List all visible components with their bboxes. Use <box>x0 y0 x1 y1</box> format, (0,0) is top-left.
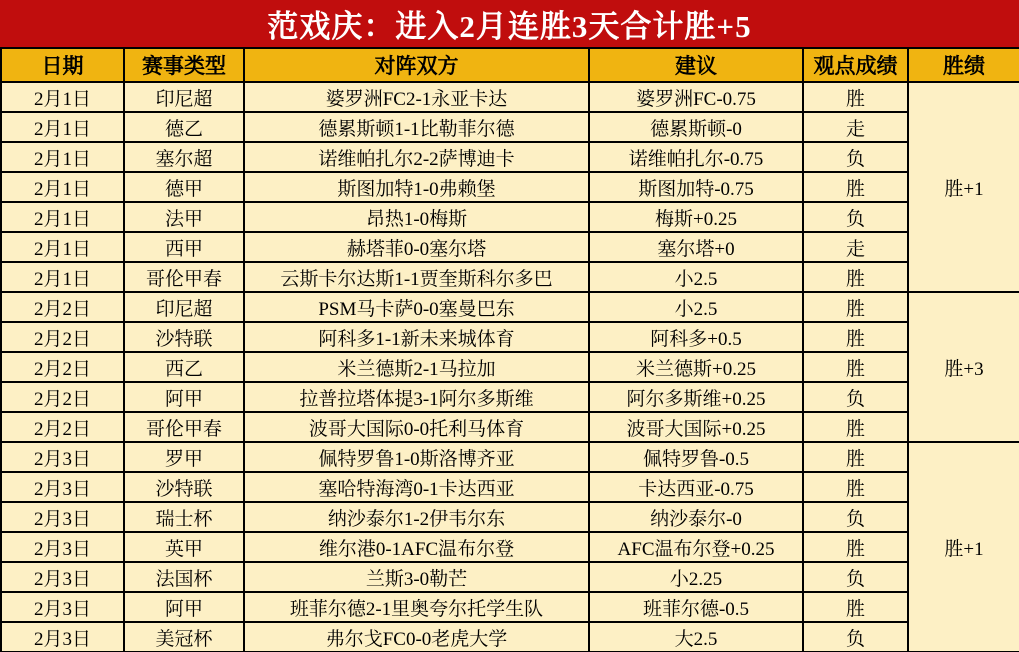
match-cell: 斯图加特1-0弗赖堡 <box>244 172 589 202</box>
record-table <box>0 47 1019 652</box>
tip-cell: 阿科多+0.5 <box>589 322 803 352</box>
table-body <box>1 82 1019 652</box>
header-row <box>1 48 1019 82</box>
league-cell: 德乙 <box>124 112 244 142</box>
table-row <box>1 622 1019 652</box>
result-cell: 胜 <box>803 442 908 472</box>
tip-cell: 小2.25 <box>589 562 803 592</box>
result-cell: 走 <box>803 232 908 262</box>
tip-cell: 德累斯顿-0 <box>589 112 803 142</box>
tip-cell: 小2.5 <box>589 262 803 292</box>
table-row <box>1 442 1019 472</box>
date-cell: 2月3日 <box>1 532 124 562</box>
tip-cell: 小2.5 <box>589 292 803 322</box>
match-cell: 昂热1-0梅斯 <box>244 202 589 232</box>
result-cell: 负 <box>803 142 908 172</box>
result-cell: 胜 <box>803 532 908 562</box>
table-row <box>1 292 1019 322</box>
result-cell: 负 <box>803 202 908 232</box>
league-cell: 德甲 <box>124 172 244 202</box>
page-title: 范戏庆：进入2月连胜3天合计胜+5 <box>0 0 1019 47</box>
table-row <box>1 112 1019 142</box>
match-cell: 德累斯顿1-1比勒菲尔德 <box>244 112 589 142</box>
result-cell: 胜 <box>803 292 908 322</box>
column-header-match: 对阵双方 <box>244 48 589 82</box>
table-row <box>1 202 1019 232</box>
match-cell: 维尔港0-1AFC温布尔登 <box>244 532 589 562</box>
tip-cell: AFC温布尔登+0.25 <box>589 532 803 562</box>
tip-cell: 阿尔多斯维+0.25 <box>589 382 803 412</box>
table-row <box>1 532 1019 562</box>
result-cell: 胜 <box>803 322 908 352</box>
date-cell: 2月3日 <box>1 622 124 652</box>
match-cell: 波哥大国际0-0托利马体育 <box>244 412 589 442</box>
league-cell: 印尼超 <box>124 292 244 322</box>
match-cell: 阿科多1-1新未来城体育 <box>244 322 589 352</box>
league-cell: 哥伦甲春 <box>124 412 244 442</box>
league-cell: 哥伦甲春 <box>124 262 244 292</box>
date-cell: 2月3日 <box>1 592 124 622</box>
match-cell: 赫塔菲0-0塞尔塔 <box>244 232 589 262</box>
tip-cell: 波哥大国际+0.25 <box>589 412 803 442</box>
league-cell: 西乙 <box>124 352 244 382</box>
result-cell: 负 <box>803 622 908 652</box>
date-cell: 2月2日 <box>1 412 124 442</box>
table-row <box>1 322 1019 352</box>
result-cell: 负 <box>803 502 908 532</box>
table-row <box>1 592 1019 622</box>
league-cell: 瑞士杯 <box>124 502 244 532</box>
match-cell: 兰斯3-0勒芒 <box>244 562 589 592</box>
tip-cell: 塞尔塔+0 <box>589 232 803 262</box>
match-cell: 班菲尔德2-1里奥夸尔托学生队 <box>244 592 589 622</box>
match-cell: 婆罗洲FC2-1永亚卡达 <box>244 82 589 112</box>
date-cell: 2月1日 <box>1 202 124 232</box>
match-cell: 纳沙泰尔1-2伊韦尔东 <box>244 502 589 532</box>
league-cell: 罗甲 <box>124 442 244 472</box>
result-cell: 胜 <box>803 172 908 202</box>
table-row <box>1 382 1019 412</box>
date-cell: 2月3日 <box>1 472 124 502</box>
league-cell: 阿甲 <box>124 592 244 622</box>
date-cell: 2月1日 <box>1 262 124 292</box>
tip-cell: 斯图加特-0.75 <box>589 172 803 202</box>
table-row <box>1 232 1019 262</box>
league-cell: 英甲 <box>124 532 244 562</box>
tip-cell: 婆罗洲FC-0.75 <box>589 82 803 112</box>
tip-cell: 纳沙泰尔-0 <box>589 502 803 532</box>
match-cell: 佩特罗鲁1-0斯洛博齐亚 <box>244 442 589 472</box>
match-cell: 诺维帕扎尔2-2萨博迪卡 <box>244 142 589 172</box>
table-row <box>1 82 1019 112</box>
table-row <box>1 412 1019 442</box>
result-cell: 胜 <box>803 82 908 112</box>
match-cell: 云斯卡尔达斯1-1贾奎斯科尔多巴 <box>244 262 589 292</box>
result-cell: 胜 <box>803 592 908 622</box>
league-cell: 法甲 <box>124 202 244 232</box>
date-cell: 2月3日 <box>1 502 124 532</box>
record-cell: 胜+3 <box>908 292 1019 442</box>
result-cell: 负 <box>803 562 908 592</box>
result-cell: 胜 <box>803 352 908 382</box>
column-header-date: 日期 <box>1 48 124 82</box>
result-cell: 胜 <box>803 412 908 442</box>
tip-cell: 班菲尔德-0.5 <box>589 592 803 622</box>
tip-cell: 诺维帕扎尔-0.75 <box>589 142 803 172</box>
match-cell: 拉普拉塔体提3-1阿尔多斯维 <box>244 382 589 412</box>
record-cell: 胜+1 <box>908 82 1019 292</box>
date-cell: 2月2日 <box>1 292 124 322</box>
table-row <box>1 262 1019 292</box>
column-header-record: 胜绩 <box>908 48 1019 82</box>
match-cell: 塞哈特海湾0-1卡达西亚 <box>244 472 589 502</box>
column-header-result: 观点成绩 <box>803 48 908 82</box>
date-cell: 2月1日 <box>1 232 124 262</box>
date-cell: 2月1日 <box>1 142 124 172</box>
table-row <box>1 352 1019 382</box>
league-cell: 印尼超 <box>124 82 244 112</box>
date-cell: 2月1日 <box>1 172 124 202</box>
date-cell: 2月1日 <box>1 112 124 142</box>
column-header-league: 赛事类型 <box>124 48 244 82</box>
table-row <box>1 562 1019 592</box>
table-row <box>1 142 1019 172</box>
tip-cell: 梅斯+0.25 <box>589 202 803 232</box>
table-row <box>1 172 1019 202</box>
result-cell: 胜 <box>803 472 908 502</box>
table-row <box>1 472 1019 502</box>
league-cell: 沙特联 <box>124 322 244 352</box>
result-cell: 负 <box>803 382 908 412</box>
date-cell: 2月2日 <box>1 382 124 412</box>
result-cell: 走 <box>803 112 908 142</box>
date-cell: 2月2日 <box>1 352 124 382</box>
match-cell: 弗尔戈FC0-0老虎大学 <box>244 622 589 652</box>
league-cell: 塞尔超 <box>124 142 244 172</box>
date-cell: 2月1日 <box>1 82 124 112</box>
match-cell: 米兰德斯2-1马拉加 <box>244 352 589 382</box>
league-cell: 法国杯 <box>124 562 244 592</box>
tip-cell: 佩特罗鲁-0.5 <box>589 442 803 472</box>
table-row <box>1 502 1019 532</box>
date-cell: 2月2日 <box>1 322 124 352</box>
record-cell: 胜+1 <box>908 442 1019 652</box>
date-cell: 2月3日 <box>1 442 124 472</box>
tip-cell: 大2.5 <box>589 622 803 652</box>
tip-cell: 米兰德斯+0.25 <box>589 352 803 382</box>
date-cell: 2月3日 <box>1 562 124 592</box>
league-cell: 阿甲 <box>124 382 244 412</box>
result-cell: 胜 <box>803 262 908 292</box>
league-cell: 美冠杯 <box>124 622 244 652</box>
column-header-tip: 建议 <box>589 48 803 82</box>
league-cell: 西甲 <box>124 232 244 262</box>
league-cell: 沙特联 <box>124 472 244 502</box>
match-cell: PSM马卡萨0-0塞曼巴东 <box>244 292 589 322</box>
tip-cell: 卡达西亚-0.75 <box>589 472 803 502</box>
